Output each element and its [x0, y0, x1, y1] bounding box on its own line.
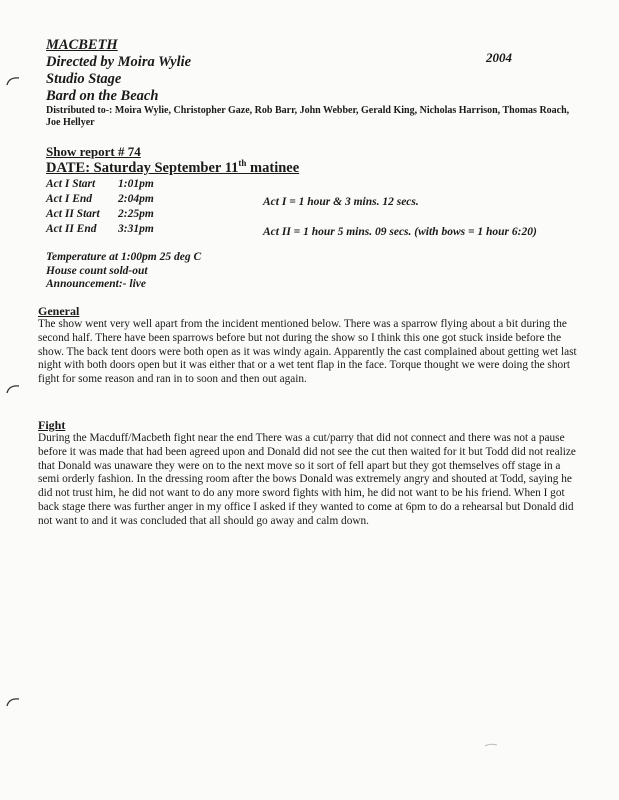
time-value: 1:01pm	[118, 178, 154, 190]
fight-body: During the Macduff/Macbeth fight near the end There was a cut/parry that did not connect and there was not a pause before it was made that had been agreed upon and Donald did not see the cut then waited for it but Todd did not realize that Donald was unaware they were on to the next move so it sort of fell apart but they got themselves off stage in a semi orderly fashion. In the dressing room after the bows Donald was extremely angry and shouted at Todd, saying he did not trust him, he did not want to do any more sword fights with him, he did not want to be his friend. When I got back stage there was further anger in my office I asked if they wanted to come at 6pm to do a rehearsal but Donald did not want to and it was concluded that all should go away and calm down.	[38, 432, 576, 527]
act-times	[46, 177, 154, 237]
time-value: 2:04pm	[118, 193, 154, 205]
house-count-line: House count sold-out	[46, 264, 148, 277]
stage-line: Studio Stage	[46, 71, 122, 87]
year-label: 2004	[486, 50, 512, 65]
stray-pen-mark	[484, 734, 498, 738]
punch-hole-mark-middle	[6, 384, 20, 394]
act1-duration: Act I = 1 hour & 3 mins. 12 secs.	[263, 196, 419, 208]
general-body: The show went very well apart from the incident mentioned below. There was a sparrow flying about a bit during the second half. There have been sparrows before but not during the show so I think this one got stuck inside before the show. The back tent doors were both open as it was windy again. Apparently the cast complained about getting wet last night with both doors open but it was either that or a wet tent flap in the face. Torque thought we were doing the short fight for some reason and ran in to soon and then out again.	[38, 318, 577, 386]
time-row	[46, 207, 154, 222]
time-row	[46, 177, 154, 192]
report-number: Show report # 74	[46, 144, 141, 159]
time-label: Act I End	[46, 193, 93, 205]
show-info	[46, 251, 201, 292]
announcement-line: Announcement:- live	[46, 278, 146, 290]
time-row	[46, 192, 154, 207]
time-label: Act II Start	[46, 208, 100, 220]
director-line: Directed by Moira Wylie	[46, 54, 192, 70]
time-label: Act I Start	[46, 178, 96, 190]
time-row	[46, 222, 154, 237]
distribution-list: Distributed to-: Moira Wylie, Christopher Gaze, Rob Barr, John Webber, Gerald King, Nicholas Harrison, Thomas Roach, Joe Hellyer	[46, 105, 570, 128]
temperature-line: Temperature at 1:00pm 25 deg C	[46, 251, 202, 263]
date-text: DATE: Saturday September 11	[46, 159, 239, 176]
date-ordinal: th	[238, 158, 247, 168]
play-title: MACBETH	[46, 37, 118, 53]
report-date	[46, 158, 299, 177]
company-line: Bard on the Beach	[46, 88, 159, 104]
time-value: 3:31pm	[118, 223, 154, 235]
punch-hole-mark-top	[6, 76, 20, 86]
time-value: 2:25pm	[118, 208, 154, 220]
act2-duration: Act II = 1 hour 5 mins. 09 secs. (with bows = 1 hour 6:20)	[263, 226, 537, 238]
punch-hole-mark-bottom	[6, 697, 20, 707]
time-label: Act II End	[46, 223, 97, 235]
date-suffix: matinee	[246, 159, 300, 176]
general-heading: General	[38, 304, 80, 318]
production-header	[46, 37, 191, 105]
fight-heading: Fight	[38, 418, 66, 432]
